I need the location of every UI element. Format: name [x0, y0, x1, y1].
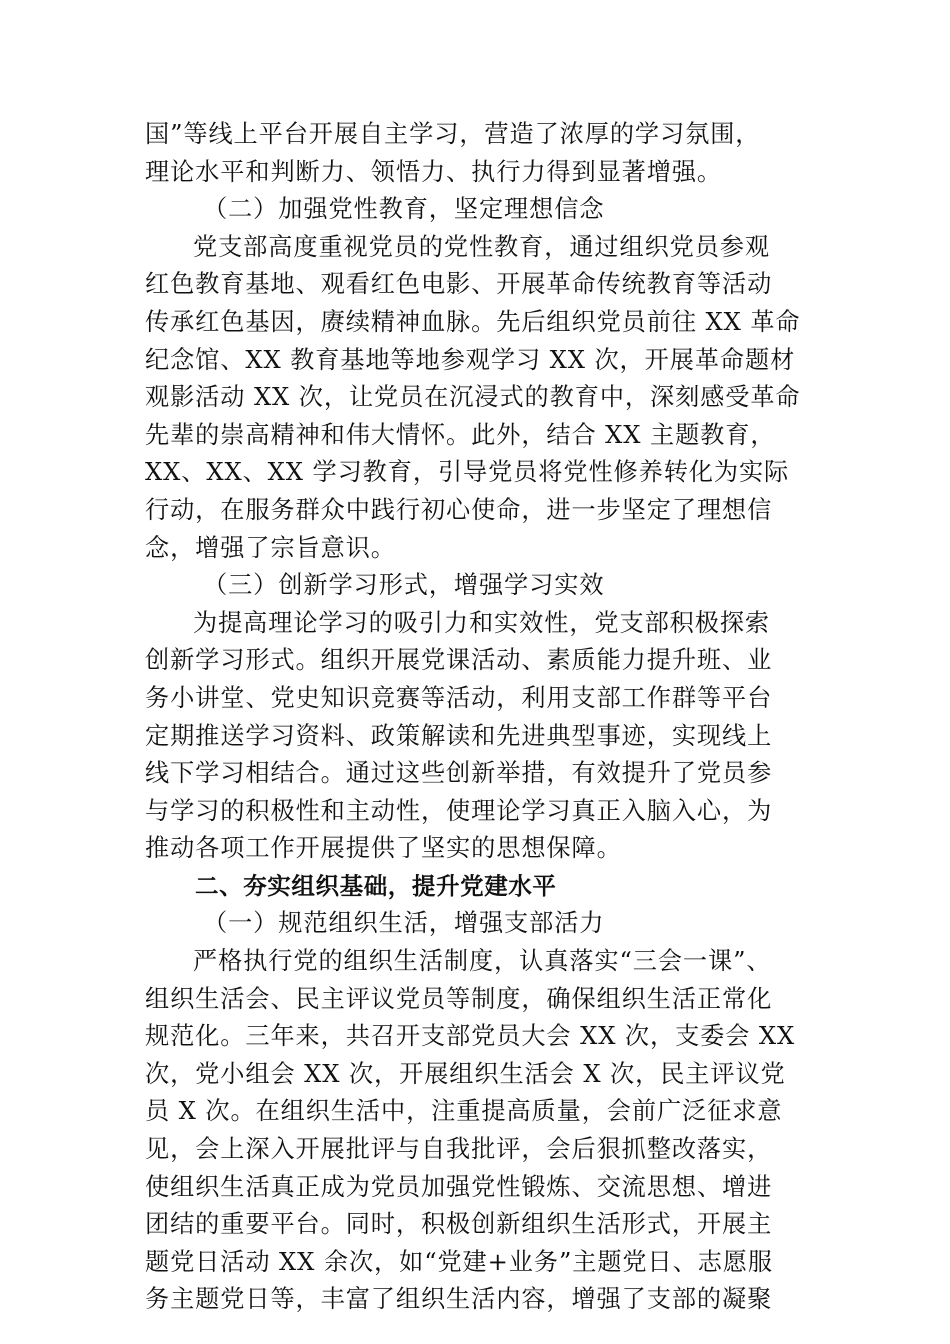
paragraph-line: 题党日活动 XX 余次，如“党建+业务”主题党日、志愿服 — [145, 1247, 773, 1276]
paragraph-line: 红色教育基地、观看红色电影、开展革命传统教育等活动 — [145, 270, 773, 299]
paragraph-line: 务小讲堂、党史知识竞赛等活动，利用支部工作群等平台 — [145, 683, 773, 712]
paragraph-line: 严格执行党的组织生活制度，认真落实“三会一课”、 — [193, 947, 772, 976]
paragraph-line: 团结的重要平台。同时，积极创新组织生活形式，开展主 — [145, 1210, 773, 1239]
paragraph-line: 与学习的积极性和主动性，使理论学习真正入脑入心，为 — [145, 796, 773, 825]
paragraph-line: 创新学习形式。组织开展党课活动、素质能力提升班、业 — [145, 646, 773, 675]
paragraph-line: 念，增强了宗旨意识。 — [145, 533, 396, 562]
subheading-line: （二）加强党性教育，坚定理想信念 — [203, 195, 605, 224]
paragraph-line: 务主题党日等，丰富了组织生活内容，增强了支部的凝聚 — [145, 1285, 773, 1314]
paragraph-line: 理论水平和判断力、领悟力、执行力得到显著增强。 — [145, 157, 723, 186]
subheading-line: （三）创新学习形式，增强学习实效 — [203, 571, 605, 600]
paragraph-line: 推动各项工作开展提供了坚实的思想保障。 — [145, 834, 622, 863]
paragraph-line: 次，党小组会 XX 次，开展组织生活会 X 次，民主评议党 — [145, 1059, 786, 1088]
subheading-line: （一）规范组织生活，增强支部活力 — [203, 909, 605, 938]
paragraph-line: 线下学习相结合。通过这些创新举措，有效提升了党员参 — [145, 759, 773, 788]
paragraph-line: 先辈的崇高精神和伟大情怀。此外，结合 XX 主题教育， — [145, 420, 776, 449]
paragraph-line: 党支部高度重视党员的党性教育，通过组织党员参观 — [193, 232, 771, 261]
section-heading: 二、夯实组织基础，提升党建水平 — [195, 871, 557, 900]
paragraph-line: 纪念馆、XX 教育基地等地参观学习 XX 次，开展革命题材 — [145, 345, 796, 374]
paragraph-line: 组织生活会、民主评议党员等制度，确保组织生活正常化 — [145, 984, 773, 1013]
paragraph-line: 使组织生活真正成为党员加强党性锻炼、交流思想、增进 — [145, 1172, 773, 1201]
paragraph-line: 传承红色基因，赓续精神血脉。先后组织党员前往 XX 革命 — [145, 307, 801, 336]
paragraph-line: 观影活动 XX 次，让党员在沉浸式的教育中，深刻感受革命 — [145, 383, 801, 412]
paragraph-line: 为提高理论学习的吸引力和实效性，党支部积极探索 — [193, 608, 771, 637]
paragraph-line: XX、XX、XX 学习教育，引导党员将党性修养转化为实际 — [145, 458, 790, 487]
document-body — [145, 116, 810, 1319]
paragraph-line: 定期推送学习资料、政策解读和先进典型事迹，实现线上 — [145, 721, 773, 750]
paragraph-line: 员 X 次。在组织生活中，注重提高质量，会前广泛征求意 — [145, 1097, 783, 1126]
paragraph-line: 行动，在服务群众中践行初心使命，进一步坚定了理想信 — [145, 495, 773, 524]
paragraph-line: 见，会上深入开展批评与自我批评，会后狠抓整改落实， — [145, 1135, 773, 1164]
paragraph-line: 规范化。三年来，共召开支部党员大会 XX 次，支委会 XX — [145, 1022, 796, 1051]
paragraph-line: 国”等线上平台开展自主学习，营造了浓厚的学习氛围， — [145, 120, 761, 148]
